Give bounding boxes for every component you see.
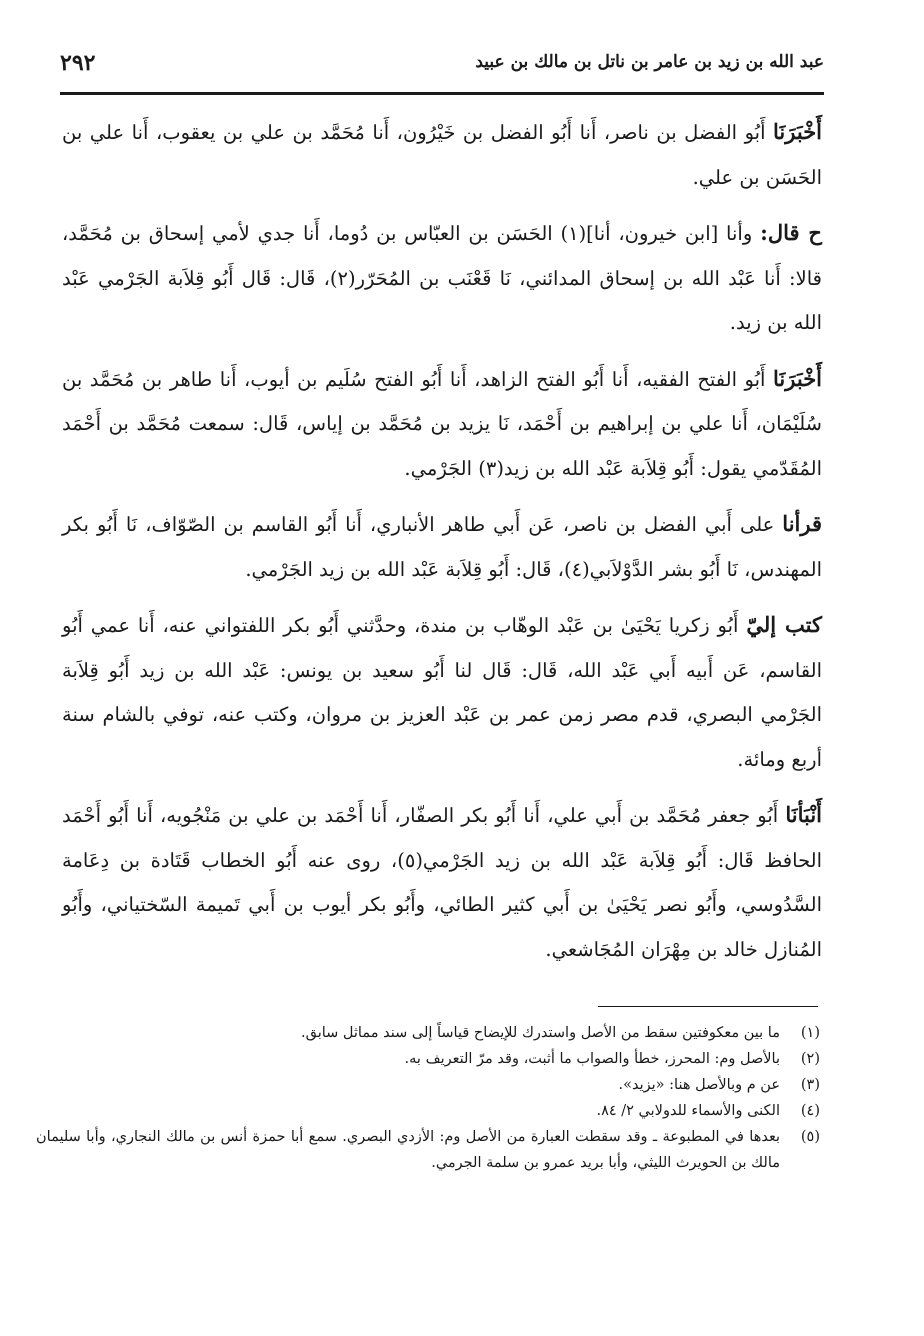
footnotes	[36, 1020, 820, 1176]
footnote-text: بالأصل وم: المحرز، خطأ والصواب ما أثبت، وقد مرّ التعريف به.	[404, 1051, 780, 1067]
running-title: عبد الله بن زيد بن عامر بن ناتل بن مالك بن عبيد	[475, 52, 824, 72]
paragraph-lead: أَخْبَرَنَا	[773, 119, 823, 144]
footnote-number: (٢)	[800, 1051, 820, 1067]
paragraph-lead: أَنْبَأنَا	[785, 802, 823, 827]
page-number: ٢٩٢	[60, 50, 96, 76]
main-text	[62, 110, 822, 983]
footnote-text: بعدها في المطبوعة ـ وقد سقطت العبارة من الأصل وم: الأزدي البصري. سمع أبا حمزة أنس بن مالك النجاري، وأبا سليمان مالك بن الحويرث الليثي، وأبا بريد عمرو بن سلمة الجرمي.	[36, 1129, 780, 1171]
footnote-number: (٥)	[800, 1129, 820, 1145]
footnote-number: (٤)	[800, 1103, 820, 1119]
paragraph	[62, 502, 822, 592]
paragraph-text: أَبُو جعفر مُحَمَّد بن أَبي علي، أَنا أَبُو بكر الصفّار، أَنا أَحْمَد بن علي بن مَنْجُويه، أَنا أَبُو أَحْمَد الحافظ قَال: أَبُو قِلاَبة عَبْد الله بن زيد الجَرْمي(٥)، روى عنه أَبُو الخطاب قَتَادة بن دِعَامة السَّدُوسي، وأَبُو نصر يَحْيَىٰ بن أَبي كثير الطائي، وأَبُو بكر أيوب بن أَبي تَميمة السّختياني، وأَبُو المُنازل خالد بن مِهْرَان المُجَاشعي.	[62, 804, 823, 961]
footnote-number: (١)	[800, 1025, 820, 1041]
paragraph	[62, 211, 822, 346]
footnote-text: الكنى والأسماء للدولابي ٢/ ٨٤.	[596, 1103, 780, 1119]
paragraph	[62, 110, 822, 200]
footnote	[36, 1124, 820, 1176]
paragraph-text: أَبُو الفضل بن ناصر، أَنا أَبُو الفضل بن خَيْرُون، أَنا مُحَمَّد بن علي بن يعقوب، أَنا علي بن الحَسَن بن علي.	[62, 121, 822, 189]
footnote	[36, 1072, 820, 1098]
paragraph-text: أَبُو زكريا يَحْيَىٰ بن عَبْد الوهّاب بن مندة، وحدَّثني أَبُو بكر اللفتواني عنه، أَنا عمي أَبُو القاسم، عَن أَبيه أَبي عَبْد الله، قَال: قَال لنا أَبُو سعيد بن يونس: عَبْد الله بن زيد أَبُو قِلاَبة الجَرْمي البصري، قدم مصر زمن عمر بن عَبْد العزيز بن مروان، وكتب عنه، توفي بالشام سنة أربع ومائة.	[62, 614, 822, 771]
paragraph-lead: كتب إليّ	[746, 612, 822, 637]
footnote	[36, 1098, 820, 1124]
footnote-text: عن م وبالأصل هنا: «يزيد».	[618, 1077, 780, 1093]
paragraph-lead: ح قال:	[760, 220, 822, 245]
footnote-text: ما بين معكوفتين سقط من الأصل واستدرك للإيضاح قياساً إلى سند مماثل سابق.	[301, 1025, 780, 1041]
paragraph-text: وأنا [ابن خيرون، أنا](١) الحَسَن بن العبّاس بن دُوما، أَنا جدي لأمي إسحاق بن مُحَمَّد، قالا: أَنا عَبْد الله بن إسحاق المدائني، نَا قَعْنَب بن المُحَرّر(٢)، قَال: قَال أَبُو قِلاَبة الجَرْمي عَبْد الله بن زيد.	[62, 222, 823, 334]
paragraph	[62, 357, 822, 492]
paragraph-text: على أَبي الفضل بن ناصر، عَن أَبي طاهر الأنباري، أَنا أَبُو القاسم بن الصّوّاف، نَا أَبُو بكر المهندس، نَا أَبُو بشر الدَّوْلاَبي(٤)، قَال: أَبُو قِلاَبة عَبْد الله بن زيد الجَرْمي.	[62, 513, 822, 581]
paragraph-lead: أَخْبَرَنَا	[773, 365, 823, 391]
footnote-number: (٣)	[800, 1077, 820, 1093]
paragraph	[62, 793, 822, 972]
paragraph	[62, 603, 822, 782]
paragraph-text: أَبُو الفتح الفقيه، أَنا أَبُو الفتح الزاهد، أَنا أَبُو الفتح سُلَيم بن أيوب، أَنا طاهر بن مُحَمَّد بن سُلَيْمَان، أَنا علي بن إبراهيم بن أَحْمَد، نَا يزيد بن مُحَمَّد بن إياس، قَال: سمعت مُحَمَّد بن أَحْمَد المُقَدّمي يقول: أَبُو قِلاَبة عَبْد الله بن زيد(٣) الجَرْمي.	[62, 367, 822, 480]
footnote	[36, 1046, 820, 1072]
paragraph-lead: قرأنا	[782, 511, 822, 536]
footnote	[36, 1020, 820, 1046]
page-header	[60, 46, 824, 95]
footnote-separator	[598, 1006, 818, 1007]
